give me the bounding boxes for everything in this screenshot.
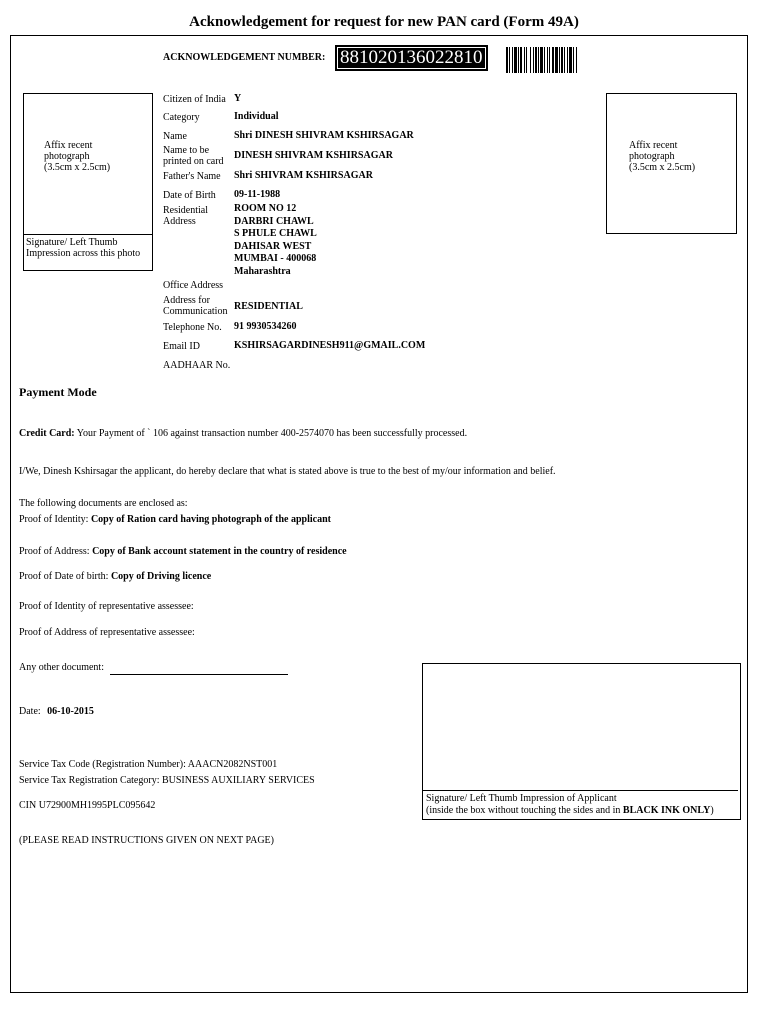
barcode-bar <box>544 47 545 73</box>
date-label: Date: <box>19 706 41 717</box>
name-label: Name <box>163 131 187 142</box>
payment-mode-heading: Payment Mode <box>19 385 97 399</box>
date-value: 06-10-2015 <box>47 706 94 717</box>
telephone-label: Telephone No. <box>163 322 222 333</box>
barcode-icon <box>506 47 612 73</box>
office-address-label: Office Address <box>163 280 224 291</box>
father-name-label: Father's Name <box>163 171 221 182</box>
barcode-bar <box>530 47 531 73</box>
proof-dob <box>19 571 211 583</box>
telephone-value: 91 9930534260 <box>234 321 297 332</box>
communication-address-value: RESIDENTIAL <box>234 301 303 312</box>
email-label: Email ID <box>163 341 200 352</box>
proof-identity-value: Copy of Ration card having photograph of the applicant <box>90 514 331 525</box>
page-title: Acknowledgement for request for new PAN card (Form 49A) <box>189 14 579 30</box>
category-label: Category <box>163 112 200 123</box>
photo-caption-left: Affix recent photograph (3.5cm x 2.5cm) <box>44 140 111 173</box>
barcode-bar <box>540 47 543 73</box>
barcode-bar <box>524 47 525 73</box>
barcode-bar <box>509 47 510 73</box>
address-line: ROOM NO 12 <box>234 203 297 214</box>
barcode-bar <box>573 47 574 73</box>
dob-label: Date of Birth <box>163 190 216 201</box>
payment-method-label: Credit Card: <box>19 428 75 439</box>
signature-caption-bold: BLACK INK ONLY <box>622 805 711 816</box>
barcode-bar <box>567 47 568 73</box>
service-tax-category: Service Tax Registration Category: BUSINESS AUXILIARY SERVICES <box>19 775 315 786</box>
applicant-signature-caption <box>423 790 738 817</box>
aadhaar-label: AADHAAR No. <box>163 360 231 371</box>
name-on-card-value: DINESH SHIVRAM KSHIRSAGAR <box>234 150 393 161</box>
barcode-bar <box>533 47 534 73</box>
signature-caption-line1: Signature/ Left Thumb Impression of Applicant <box>426 793 617 804</box>
barcode-bar <box>552 47 554 73</box>
citizen-value: Y <box>234 93 242 104</box>
date-row <box>19 706 94 718</box>
cin-number: CIN U72900MH1995PLC095642 <box>19 800 156 811</box>
barcode-bar <box>549 47 550 73</box>
signature-caption-line2 <box>426 805 738 817</box>
email-value: KSHIRSAGARDINESH911@GMAIL.COM <box>234 340 426 351</box>
signature-caption-suffix: ) <box>710 805 714 816</box>
proof-rep-address-label: Proof of Address of representative assessee: <box>19 627 195 638</box>
documents-intro: The following documents are enclosed as: <box>19 498 188 509</box>
barcode-bar <box>576 47 577 73</box>
payment-message: Your Payment of ` 106 against transaction number 400-2574070 has been successfully processed. <box>76 428 468 439</box>
name-on-card-label: Name to be printed on card <box>163 145 224 167</box>
barcode-bar <box>555 47 558 73</box>
barcode-bar <box>512 47 513 73</box>
other-document-label: Any other document: <box>19 662 104 673</box>
barcode-bar <box>547 47 548 73</box>
address-line: DARBRI CHAWL <box>234 215 314 227</box>
communication-address-label: Address for Communication <box>163 295 228 317</box>
barcode-bar <box>569 47 572 73</box>
service-tax-code: Service Tax Code (Registration Number): AAACN2082NST001 <box>19 759 278 770</box>
proof-identity <box>19 514 331 526</box>
ack-number-value: 881020136022810 <box>335 45 488 71</box>
proof-dob-label: Proof of Date of birth: <box>19 571 109 582</box>
proof-address <box>19 546 347 558</box>
instructions-note: (PLEASE READ INSTRUCTIONS GIVEN ON NEXT PAGE) <box>19 835 274 846</box>
ack-number-label: ACKNOWLEDGEMENT NUMBER: <box>163 52 326 63</box>
barcode-bar <box>506 47 508 73</box>
barcode-bar <box>520 47 522 73</box>
residential-address-label: Residential Address <box>163 205 208 227</box>
barcode-bar <box>514 47 517 73</box>
proof-address-label: Proof of Address: <box>19 546 90 557</box>
barcode-bar <box>561 47 563 73</box>
proof-address-value: Copy of Bank account statement in the country of residence <box>92 546 347 557</box>
barcode-bar <box>564 47 565 73</box>
category-value: Individual <box>234 111 279 122</box>
barcode-bar <box>538 47 539 73</box>
father-name-value: Shri SHIVRAM KSHIRSAGAR <box>234 170 373 181</box>
barcode-bar <box>535 47 537 73</box>
photo-caption-right: Affix recent photograph (3.5cm x 2.5cm) <box>629 140 696 173</box>
signature-caption-prefix: (inside the box without touching the sides and in <box>426 805 621 816</box>
proof-rep-identity-label: Proof of Identity of representative assessee: <box>19 601 194 612</box>
citizen-label: Citizen of India <box>163 94 226 105</box>
address-line: DAHISAR WEST <box>234 240 312 252</box>
other-document-line <box>110 674 288 675</box>
name-value: Shri DINESH SHIVRAM KSHIRSAGAR <box>234 130 414 141</box>
residential-address-value <box>234 203 317 278</box>
proof-identity-label: Proof of Identity: <box>19 514 89 525</box>
barcode-bar <box>559 47 560 73</box>
dob-value: 09-11-1988 <box>234 189 281 200</box>
barcode-bar <box>518 47 519 73</box>
declaration-text: I/We, Dinesh Kshirsagar the applicant, do hereby declare that what is stated above is true to the best of my/our information and belief. <box>19 466 556 477</box>
photo-box-right <box>606 93 737 234</box>
payment-status <box>19 428 467 440</box>
address-line: S PHULE CHAWL <box>234 228 317 239</box>
proof-dob-value: Copy of Driving licence <box>110 571 212 582</box>
photo-box-left <box>23 93 153 271</box>
address-line: Maharashtra <box>234 265 291 277</box>
barcode-bar <box>526 47 527 73</box>
photo-signature-strip: Signature/ Left Thumb Impression across this photo <box>24 234 152 270</box>
address-line: MUMBAI - 400068 <box>234 253 317 264</box>
applicant-signature-box <box>422 663 741 820</box>
